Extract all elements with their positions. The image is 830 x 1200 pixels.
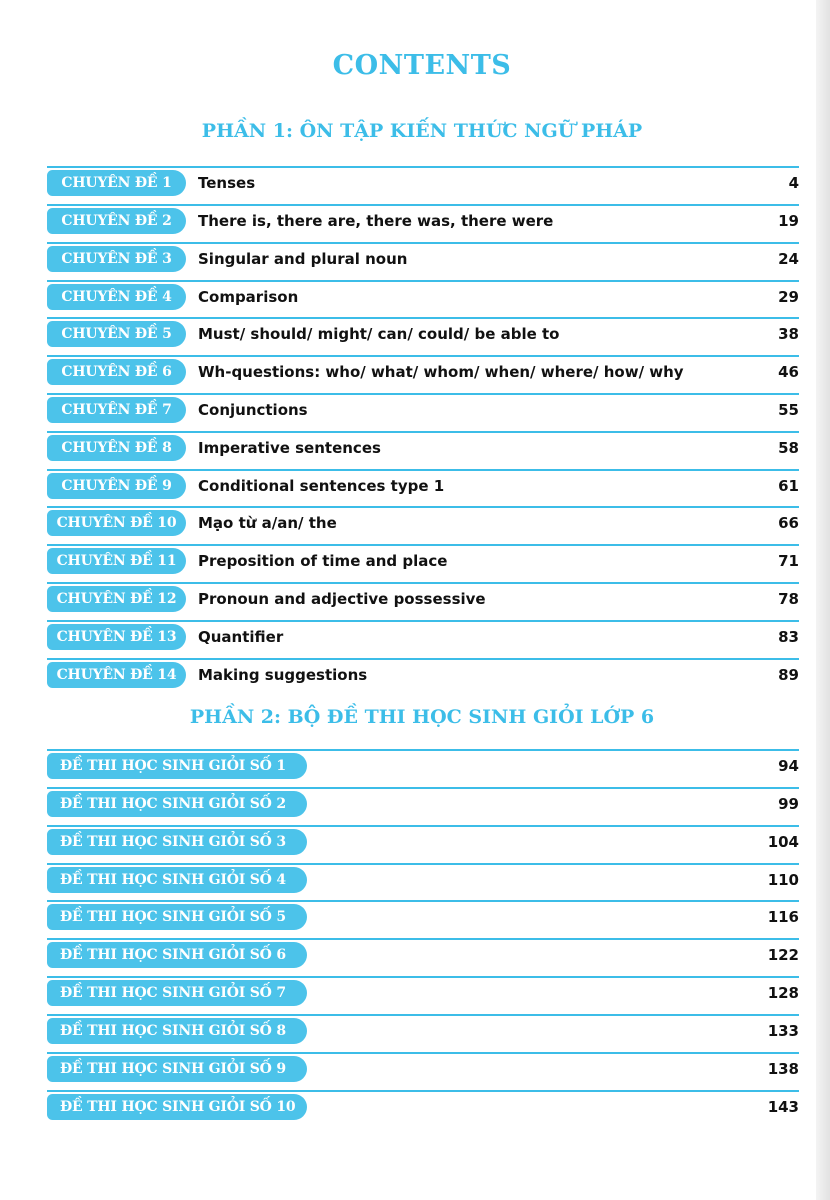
page-number: 58 bbox=[778, 439, 799, 457]
page-number: 46 bbox=[778, 363, 799, 381]
toc-row[interactable] bbox=[47, 321, 799, 347]
toc-row[interactable] bbox=[47, 867, 799, 893]
toc-row[interactable] bbox=[47, 662, 799, 688]
page-number: 78 bbox=[778, 590, 799, 608]
page-number: 99 bbox=[778, 795, 799, 813]
page-number: 4 bbox=[788, 174, 799, 192]
page-number: 19 bbox=[778, 212, 799, 230]
toc-row[interactable] bbox=[47, 510, 799, 536]
toc-row[interactable] bbox=[47, 753, 799, 779]
page-number: 143 bbox=[767, 1098, 799, 1116]
row-divider bbox=[47, 1090, 799, 1092]
part2-title: PHẦN 2: BỘ ĐỀ THI HỌC SINH GIỎI LỚP 6 bbox=[189, 706, 655, 728]
row-divider bbox=[47, 393, 799, 395]
row-divider bbox=[47, 787, 799, 789]
chapter-badge: CHUYÊN ĐỀ 14 bbox=[47, 662, 186, 688]
toc-row[interactable] bbox=[47, 284, 799, 310]
row-divider bbox=[47, 506, 799, 508]
chapter-topic: Pronoun and adjective possessive bbox=[198, 590, 486, 608]
row-divider bbox=[47, 355, 799, 357]
part1-title: PHẦN 1: ÔN TẬP KIẾN THỨC NGỮ PHÁP bbox=[201, 120, 643, 142]
chapter-topic: Mạo từ a/an/ the bbox=[198, 514, 337, 532]
page-number: 94 bbox=[778, 757, 799, 775]
chapter-topic: Must/ should/ might/ can/ could/ be able to bbox=[198, 325, 560, 343]
chapter-badge: CHUYÊN ĐỀ 11 bbox=[47, 548, 186, 574]
chapter-badge: CHUYÊN ĐỀ 12 bbox=[47, 586, 186, 612]
row-divider bbox=[47, 431, 799, 433]
toc-row[interactable] bbox=[47, 1018, 799, 1044]
toc-row[interactable] bbox=[47, 791, 799, 817]
row-divider bbox=[47, 166, 799, 168]
page-number: 110 bbox=[767, 871, 799, 889]
exam-badge: ĐỀ THI HỌC SINH GIỎI SỐ 8 bbox=[47, 1018, 307, 1044]
page-number: 61 bbox=[778, 477, 799, 495]
exam-badge: ĐỀ THI HỌC SINH GIỎI SỐ 1 bbox=[47, 753, 307, 779]
row-divider bbox=[47, 620, 799, 622]
chapter-topic: Wh-questions: who/ what/ whom/ when/ where/ how/ why bbox=[198, 363, 684, 381]
chapter-topic: Conjunctions bbox=[198, 401, 308, 419]
exam-badge: ĐỀ THI HỌC SINH GIỎI SỐ 7 bbox=[47, 980, 307, 1006]
row-divider bbox=[47, 280, 799, 282]
toc-row[interactable] bbox=[47, 170, 799, 196]
chapter-topic: There is, there are, there was, there were bbox=[198, 212, 554, 230]
toc-row[interactable] bbox=[47, 980, 799, 1006]
row-divider bbox=[47, 825, 799, 827]
chapter-topic: Making suggestions bbox=[198, 666, 368, 684]
page-number: 83 bbox=[778, 628, 799, 646]
page-number: 128 bbox=[767, 984, 799, 1002]
exam-badge: ĐỀ THI HỌC SINH GIỎI SỐ 5 bbox=[47, 904, 307, 930]
toc-row[interactable] bbox=[47, 624, 799, 650]
exam-badge: ĐỀ THI HỌC SINH GIỎI SỐ 9 bbox=[47, 1056, 307, 1082]
row-divider bbox=[47, 317, 799, 319]
row-divider bbox=[47, 749, 799, 751]
page-title: CONTENTS bbox=[332, 50, 512, 81]
toc-row[interactable] bbox=[47, 246, 799, 272]
toc-row[interactable] bbox=[47, 1094, 799, 1120]
page-number: 122 bbox=[767, 946, 799, 964]
toc-row[interactable] bbox=[47, 829, 799, 855]
row-divider bbox=[47, 204, 799, 206]
page-number: 71 bbox=[778, 552, 799, 570]
page-number: 66 bbox=[778, 514, 799, 532]
toc-row[interactable] bbox=[47, 904, 799, 930]
row-divider bbox=[47, 976, 799, 978]
page-edge-shadow bbox=[816, 0, 830, 1200]
toc-row[interactable] bbox=[47, 586, 799, 612]
chapter-topic: Imperative sentences bbox=[198, 439, 381, 457]
exam-badge: ĐỀ THI HỌC SINH GIỎI SỐ 2 bbox=[47, 791, 307, 817]
chapter-topic: Conditional sentences type 1 bbox=[198, 477, 445, 495]
row-divider bbox=[47, 242, 799, 244]
page-number: 55 bbox=[778, 401, 799, 419]
exam-badge: ĐỀ THI HỌC SINH GIỎI SỐ 3 bbox=[47, 829, 307, 855]
row-divider bbox=[47, 938, 799, 940]
chapter-badge: CHUYÊN ĐỀ 3 bbox=[47, 246, 186, 272]
chapter-badge: CHUYÊN ĐỀ 10 bbox=[47, 510, 186, 536]
toc-row[interactable] bbox=[47, 942, 799, 968]
chapter-badge: CHUYÊN ĐỀ 2 bbox=[47, 208, 186, 234]
chapter-badge: CHUYÊN ĐỀ 1 bbox=[47, 170, 186, 196]
page-number: 138 bbox=[767, 1060, 799, 1078]
row-divider bbox=[47, 900, 799, 902]
toc-row[interactable] bbox=[47, 359, 799, 385]
chapter-topic: Comparison bbox=[198, 288, 299, 306]
page-number: 38 bbox=[778, 325, 799, 343]
page-number: 89 bbox=[778, 666, 799, 684]
toc-row[interactable] bbox=[47, 1056, 799, 1082]
toc-row[interactable] bbox=[47, 397, 799, 423]
page-number: 24 bbox=[778, 250, 799, 268]
toc-row[interactable] bbox=[47, 548, 799, 574]
toc-row[interactable] bbox=[47, 435, 799, 461]
chapter-badge: CHUYÊN ĐỀ 6 bbox=[47, 359, 186, 385]
page-number: 29 bbox=[778, 288, 799, 306]
chapter-topic: Singular and plural noun bbox=[198, 250, 408, 268]
chapter-badge: CHUYÊN ĐỀ 5 bbox=[47, 321, 186, 347]
row-divider bbox=[47, 1014, 799, 1016]
chapter-topic: Quantifier bbox=[198, 628, 284, 646]
page-number: 133 bbox=[767, 1022, 799, 1040]
page-number: 104 bbox=[767, 833, 799, 851]
row-divider bbox=[47, 582, 799, 584]
chapter-badge: CHUYÊN ĐỀ 7 bbox=[47, 397, 186, 423]
toc-row[interactable] bbox=[47, 473, 799, 499]
page-number: 116 bbox=[767, 908, 799, 926]
row-divider bbox=[47, 1052, 799, 1054]
row-divider bbox=[47, 658, 799, 660]
chapter-badge: CHUYÊN ĐỀ 4 bbox=[47, 284, 186, 310]
chapter-badge: CHUYÊN ĐỀ 8 bbox=[47, 435, 186, 461]
exam-badge: ĐỀ THI HỌC SINH GIỎI SỐ 10 bbox=[47, 1094, 307, 1120]
row-divider bbox=[47, 863, 799, 865]
toc-row[interactable] bbox=[47, 208, 799, 234]
chapter-topic: Tenses bbox=[198, 174, 256, 192]
row-divider bbox=[47, 544, 799, 546]
exam-badge: ĐỀ THI HỌC SINH GIỎI SỐ 6 bbox=[47, 942, 307, 968]
exam-badge: ĐỀ THI HỌC SINH GIỎI SỐ 4 bbox=[47, 867, 307, 893]
chapter-badge: CHUYÊN ĐỀ 9 bbox=[47, 473, 186, 499]
chapter-topic: Preposition of time and place bbox=[198, 552, 448, 570]
row-divider bbox=[47, 469, 799, 471]
chapter-badge: CHUYÊN ĐỀ 13 bbox=[47, 624, 186, 650]
